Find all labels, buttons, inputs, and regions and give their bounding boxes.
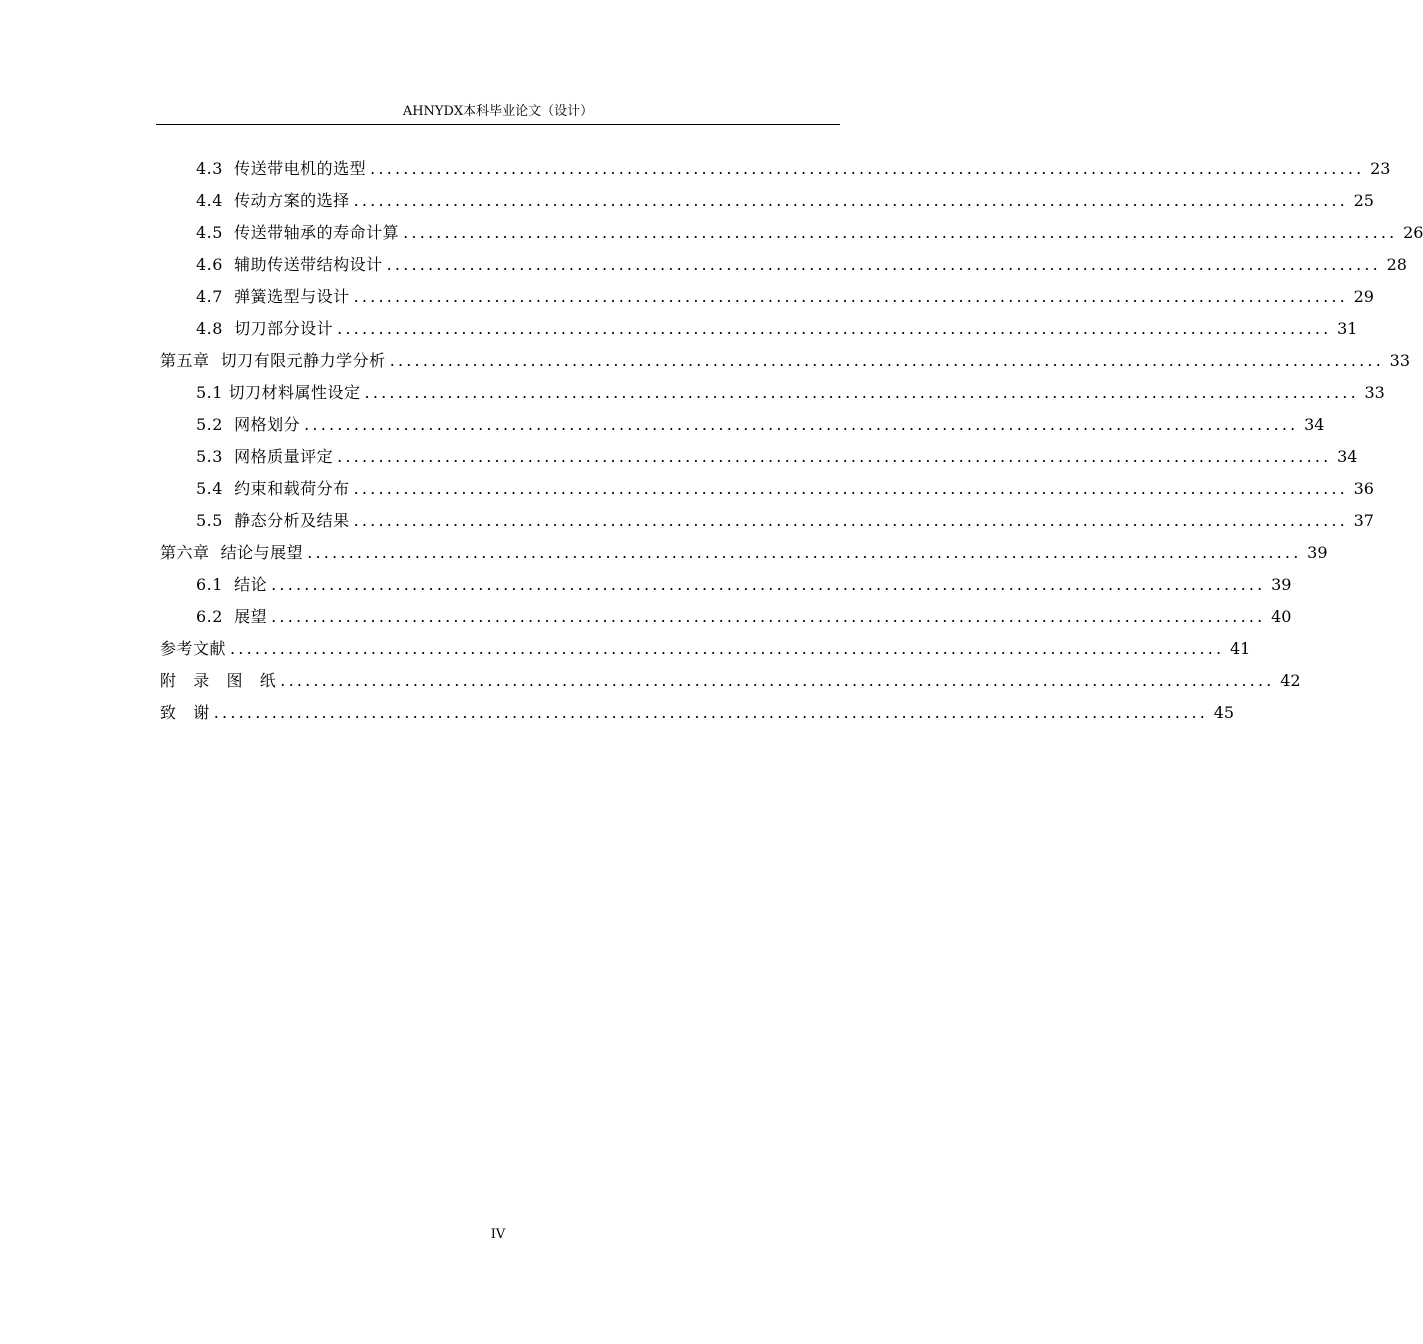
toc-entry[interactable] — [196, 412, 1325, 438]
toc-entry-title: 4.6 辅助传送带结构设计 — [196, 255, 383, 274]
toc-leader-dots: ........................................................................................................................ — [370, 159, 1365, 178]
toc-leader-dots: ........................................................................................................................ — [304, 415, 1299, 434]
toc-entry-title: 第六章 结论与展望 — [160, 543, 304, 562]
toc-entry-title: 5.4 约束和载荷分布 — [196, 479, 350, 498]
toc-entry-page: 42 — [1280, 671, 1301, 690]
toc-entry[interactable] — [160, 348, 1410, 374]
toc-entry-page: 31 — [1337, 319, 1358, 338]
toc-entry-page: 39 — [1271, 575, 1292, 594]
running-header: AHNYDX本科毕业论文（设计） — [402, 104, 594, 119]
toc-leader-dots: ........................................................................................................................ — [280, 671, 1275, 690]
toc-entry-page: 34 — [1337, 447, 1358, 466]
toc-leader-dots: ........................................................................................................................ — [386, 255, 1381, 274]
toc-entry-page: 36 — [1353, 479, 1374, 498]
toc-leader-dots: ........................................................................................................................ — [364, 383, 1359, 402]
toc-entry-page: 41 — [1229, 639, 1251, 658]
toc-entry[interactable] — [196, 572, 1292, 598]
toc-leader-dots: ........................................................................................................................ — [337, 447, 1332, 466]
toc-leader-dots: ........................................................................................................................ — [213, 703, 1209, 722]
toc-leader-dots: ........................................................................................................................ — [353, 287, 1348, 306]
toc-entry-page: 25 — [1353, 191, 1374, 210]
toc-entry[interactable] — [196, 444, 1358, 470]
toc-leader-dots: ........................................................................................................................ — [389, 351, 1384, 370]
toc-leader-dots: ........................................................................................................................ — [353, 479, 1348, 498]
toc-entry[interactable] — [196, 284, 1374, 310]
toc-entry-title: 6.1 结论 — [196, 575, 268, 594]
page-number: IV — [490, 1227, 506, 1242]
toc-entry[interactable] — [196, 604, 1292, 630]
toc-entry[interactable] — [196, 316, 1358, 342]
toc-entry-title: 6.2 展望 — [196, 607, 268, 626]
toc-leader-dots: ........................................................................................................................ — [353, 191, 1348, 210]
toc-entry[interactable] — [160, 700, 1235, 726]
toc-entry-title: 参考文献 — [160, 639, 227, 658]
toc-entry-page: 26 — [1403, 223, 1423, 242]
toc-leader-dots: ........................................................................................................................ — [337, 319, 1332, 338]
toc-entry[interactable] — [160, 636, 1251, 662]
toc-entry-page: 33 — [1364, 383, 1385, 402]
toc-entry-title: 5.1 切刀材料属性设定 — [196, 383, 361, 402]
toc-entry[interactable] — [196, 508, 1374, 534]
toc-entry-page: 45 — [1213, 703, 1235, 722]
toc-entry-title: 第五章 切刀有限元静力学分析 — [160, 351, 386, 370]
toc-entry[interactable] — [196, 380, 1385, 406]
toc-entry-title: 4.3 传送带电机的选型 — [196, 159, 367, 178]
toc-entry-page: 33 — [1389, 351, 1410, 370]
toc-entry-title: 4.5 传送带轴承的寿命计算 — [196, 223, 400, 242]
toc-entry-title: 5.3 网格质量评定 — [196, 447, 334, 466]
toc-entry[interactable] — [196, 156, 1391, 182]
toc-entry-title: 4.8 切刀部分设计 — [196, 319, 334, 338]
toc-entry-page: 29 — [1353, 287, 1374, 306]
toc-entry-page: 40 — [1271, 607, 1292, 626]
toc-entry-title: 致 谢 — [160, 703, 210, 722]
toc-entry[interactable] — [160, 540, 1328, 566]
toc-entry[interactable] — [196, 188, 1374, 214]
toc-leader-dots: ........................................................................................................................ — [403, 223, 1398, 242]
toc-entry-page: 28 — [1386, 255, 1407, 274]
toc-entry[interactable] — [160, 668, 1301, 694]
toc-entry-page: 39 — [1307, 543, 1328, 562]
toc-entry-page: 37 — [1353, 511, 1374, 530]
toc-entry-title: 4.7 弹簧选型与设计 — [196, 287, 350, 306]
toc-leader-dots: ........................................................................................................................ — [307, 543, 1302, 562]
toc-entry-title: 4.4 传动方案的选择 — [196, 191, 350, 210]
toc-entry-title: 5.5 静态分析及结果 — [196, 511, 350, 530]
toc-entry-page: 23 — [1370, 159, 1391, 178]
toc-leader-dots: ........................................................................................................................ — [271, 607, 1266, 626]
toc-entry-page: 34 — [1304, 415, 1325, 434]
toc-leader-dots: ........................................................................................................................ — [230, 639, 1225, 658]
toc-entry-title: 5.2 网格划分 — [196, 415, 301, 434]
toc-entry[interactable] — [196, 476, 1374, 502]
toc-leader-dots: ........................................................................................................................ — [271, 575, 1266, 594]
toc-entry[interactable] — [196, 252, 1407, 278]
toc-entry-title: 附 录 图 纸 — [160, 671, 277, 690]
header-rule — [156, 124, 840, 125]
toc-entry[interactable] — [196, 220, 1423, 246]
toc-leader-dots: ........................................................................................................................ — [353, 511, 1348, 530]
